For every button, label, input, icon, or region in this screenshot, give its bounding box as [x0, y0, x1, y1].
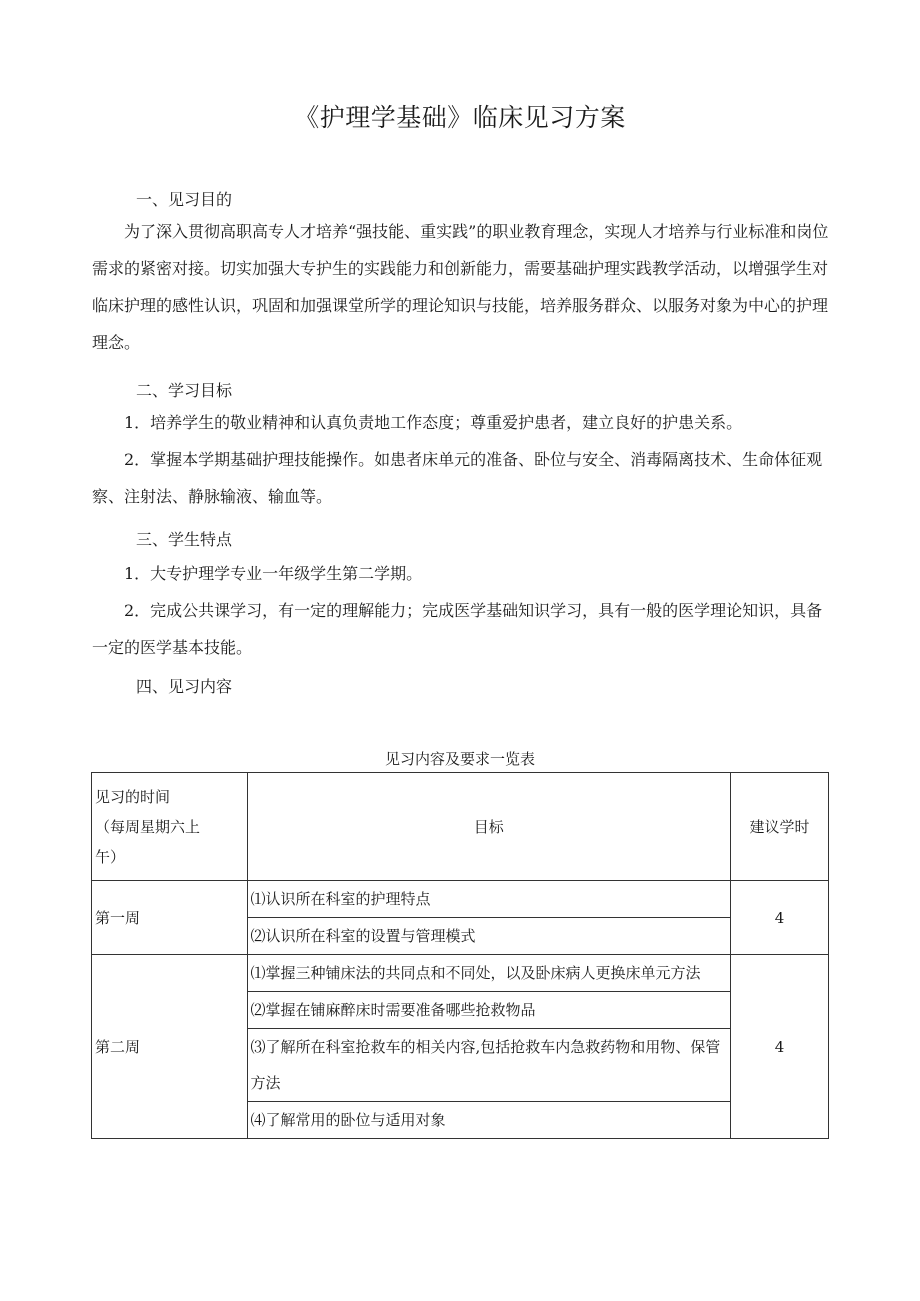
goal-cell: ⑴认识所在科室的护理特点 — [247, 881, 730, 918]
section-body-purpose — [92, 213, 832, 361]
header-goal-cell: 目标 — [247, 773, 730, 881]
header-time-cell — [92, 773, 248, 881]
goal-cell: ⑶了解所在科室抢救车的相关内容,包括抢救车内急救药物和用物、保管方法 — [247, 1029, 730, 1102]
header-time-line: 午） — [95, 847, 126, 866]
hours-cell: 4 — [730, 955, 828, 1139]
section-heading-purpose: 一、见习目的 — [136, 190, 233, 209]
section-heading-content: 四、见习内容 — [136, 677, 233, 696]
paragraph: 2．掌握本学期基础护理技能操作。如患者床单元的准备、卧位与安全、消毒隔离技术、生命体征观察、注射法、静脉输液、输血等。 — [92, 450, 823, 506]
paragraph: 1．培养学生的敬业精神和认真负责地工作态度；尊重爱护患者，建立良好的护患关系。 — [124, 413, 743, 432]
goal-cell: ⑴掌握三种铺床法的共同点和不同处，以及卧床病人更换床单元方法 — [247, 955, 730, 992]
section-body-goals — [92, 404, 832, 515]
week-label-cell: 第二周 — [92, 955, 248, 1139]
paragraph: 为了深入贯彻高职高专人才培养“强技能、重实践”的职业教育理念，实现人才培养与行业标准和岗位需求的紧密对接。切实加强大专护生的实践能力和创新能力，需要基础护理实践教学活动，以增强学生对临床护理的感性认识，巩固和加强课堂所学的理论知识与技能，培养服务群众、以服务对象为中心的护理理念。 — [92, 222, 829, 352]
page-title: 《护理学基础》临床见习方案 — [294, 103, 626, 132]
table-row — [92, 955, 829, 992]
header-time-line: （每周星期六上 — [95, 817, 201, 836]
hours-cell: 4 — [730, 881, 828, 955]
paragraph: 1．大专护理学专业一年级学生第二学期。 — [124, 564, 423, 583]
table-row — [92, 881, 829, 918]
week-label-cell: 第一周 — [92, 881, 248, 955]
table-header-row — [92, 773, 829, 881]
plan-table — [91, 772, 829, 1139]
paragraph: 2．完成公共课学习，有一定的理解能力；完成医学基础知识学习，具有一般的医学理论知识，具备一定的医学基本技能。 — [92, 601, 823, 657]
goal-cell: ⑵掌握在铺麻醉床时需要准备哪些抢救物品 — [247, 992, 730, 1029]
header-time-line: 见习的时间 — [95, 787, 171, 806]
header-hours-cell: 建议学时 — [730, 773, 828, 881]
section-body-students — [92, 555, 832, 666]
goal-cell: ⑵认识所在科室的设置与管理模式 — [247, 918, 730, 955]
section-heading-students: 三、学生特点 — [136, 530, 233, 549]
goal-cell: ⑷了解常用的卧位与适用对象 — [247, 1102, 730, 1139]
section-heading-goals: 二、学习目标 — [136, 381, 233, 400]
table-caption: 见习内容及要求一览表 — [384, 750, 535, 768]
